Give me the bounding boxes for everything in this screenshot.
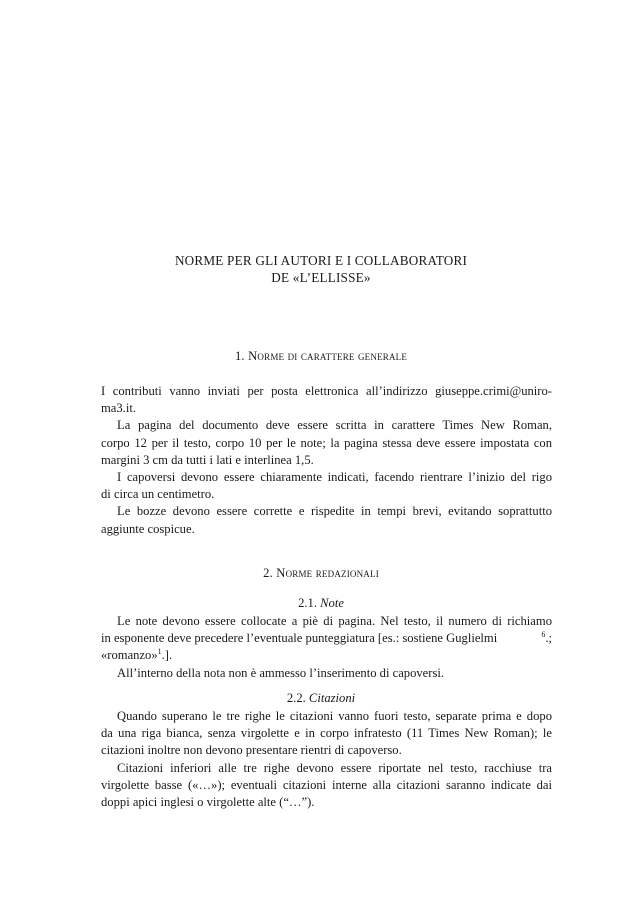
subsection-number: 2.1. — [298, 596, 321, 610]
line-end: .; — [545, 631, 552, 646]
line-text: «romanzo» — [101, 648, 158, 663]
paragraph-line: Quando superano le tre righe le citazioni vanno fuori testo, separate prima e dopo — [117, 709, 552, 723]
paragraph-line: Le note devono essere collocate a piè di pagina. Nel testo, il numero di richiamo — [117, 614, 552, 628]
superscript: 6 — [541, 630, 546, 639]
page-title — [0, 252, 642, 286]
paragraph-line: citazioni inoltre non devono presentare rientri di capoverso. — [101, 743, 402, 758]
paragraph-line: Le bozze devono essere corrette e rispedite in tempi brevi, evitando soprattutto — [117, 504, 552, 519]
paragraph-line: Citazioni inferiori alle tre righe devono essere riportate nel testo, racchiuse tra — [117, 760, 552, 775]
footnote-ref — [541, 630, 552, 647]
line-end: .]. — [161, 648, 173, 663]
paragraph-line: I capoversi devono essere chiaramente indicati, facendo rientrare l’inizio del rigo — [117, 469, 552, 484]
paragraph-line: margini 3 cm da tutti i lati e interlinea 1,5. — [101, 452, 314, 467]
subsection-title: Citazioni — [308, 691, 356, 705]
paragraph-line: aggiunte cospicue. — [101, 521, 195, 536]
paragraph-line: La pagina del documento deve essere scritta in carattere Times New Roman, — [117, 418, 552, 433]
section-1-heading: 1. Norme di carattere generale — [234, 349, 408, 363]
section-2-heading: 2. Norme redazionali — [263, 566, 379, 580]
paragraph-line — [101, 647, 552, 664]
paragraph-line: I contributi vanno inviati per posta elettronica all’indirizzo giuseppe.crimi@uniro- — [101, 384, 552, 398]
subsection-title: Note — [320, 596, 344, 610]
title-line-1: NORME PER GLI AUTORI E I COLLABORATORI — [174, 253, 468, 268]
subsection-number: 2.2. — [286, 691, 309, 705]
paragraph-line: da una riga bianca, senza virgolette e in corpo infratesto (11 Times New Roman); le — [101, 726, 552, 741]
section-1-body — [101, 383, 552, 538]
title-line-2: DE «L’ELLISSE» — [271, 270, 371, 285]
paragraph-line — [101, 630, 552, 647]
paragraph-line: virgolette basse («…»); eventuali citazioni interne alla citazioni saranno indicate dai — [101, 777, 552, 792]
line-text: in esponente deve precedere l’eventuale punteggiatura [es.: sostiene Guglielmi — [101, 631, 498, 646]
superscript: 1 — [157, 647, 162, 657]
paragraph-line: All’interno della nota non è ammesso l’inserimento di capoversi. — [117, 665, 445, 680]
subsection-2-2-body — [101, 708, 552, 811]
paragraph-line: doppi apici inglesi o virgolette alte (“…”). — [101, 794, 315, 809]
paragraph-line: di circa un centimetro. — [101, 487, 215, 502]
subsection-2-2-heading — [0, 691, 642, 706]
subsection-2-1-body — [101, 613, 552, 682]
paragraph-line: corpo 12 per il testo, corpo 10 per le note; la pagina stessa deve essere impostata con — [101, 435, 552, 450]
paragraph-line: ma3.it. — [101, 401, 136, 416]
subsection-2-1-heading — [0, 596, 642, 611]
